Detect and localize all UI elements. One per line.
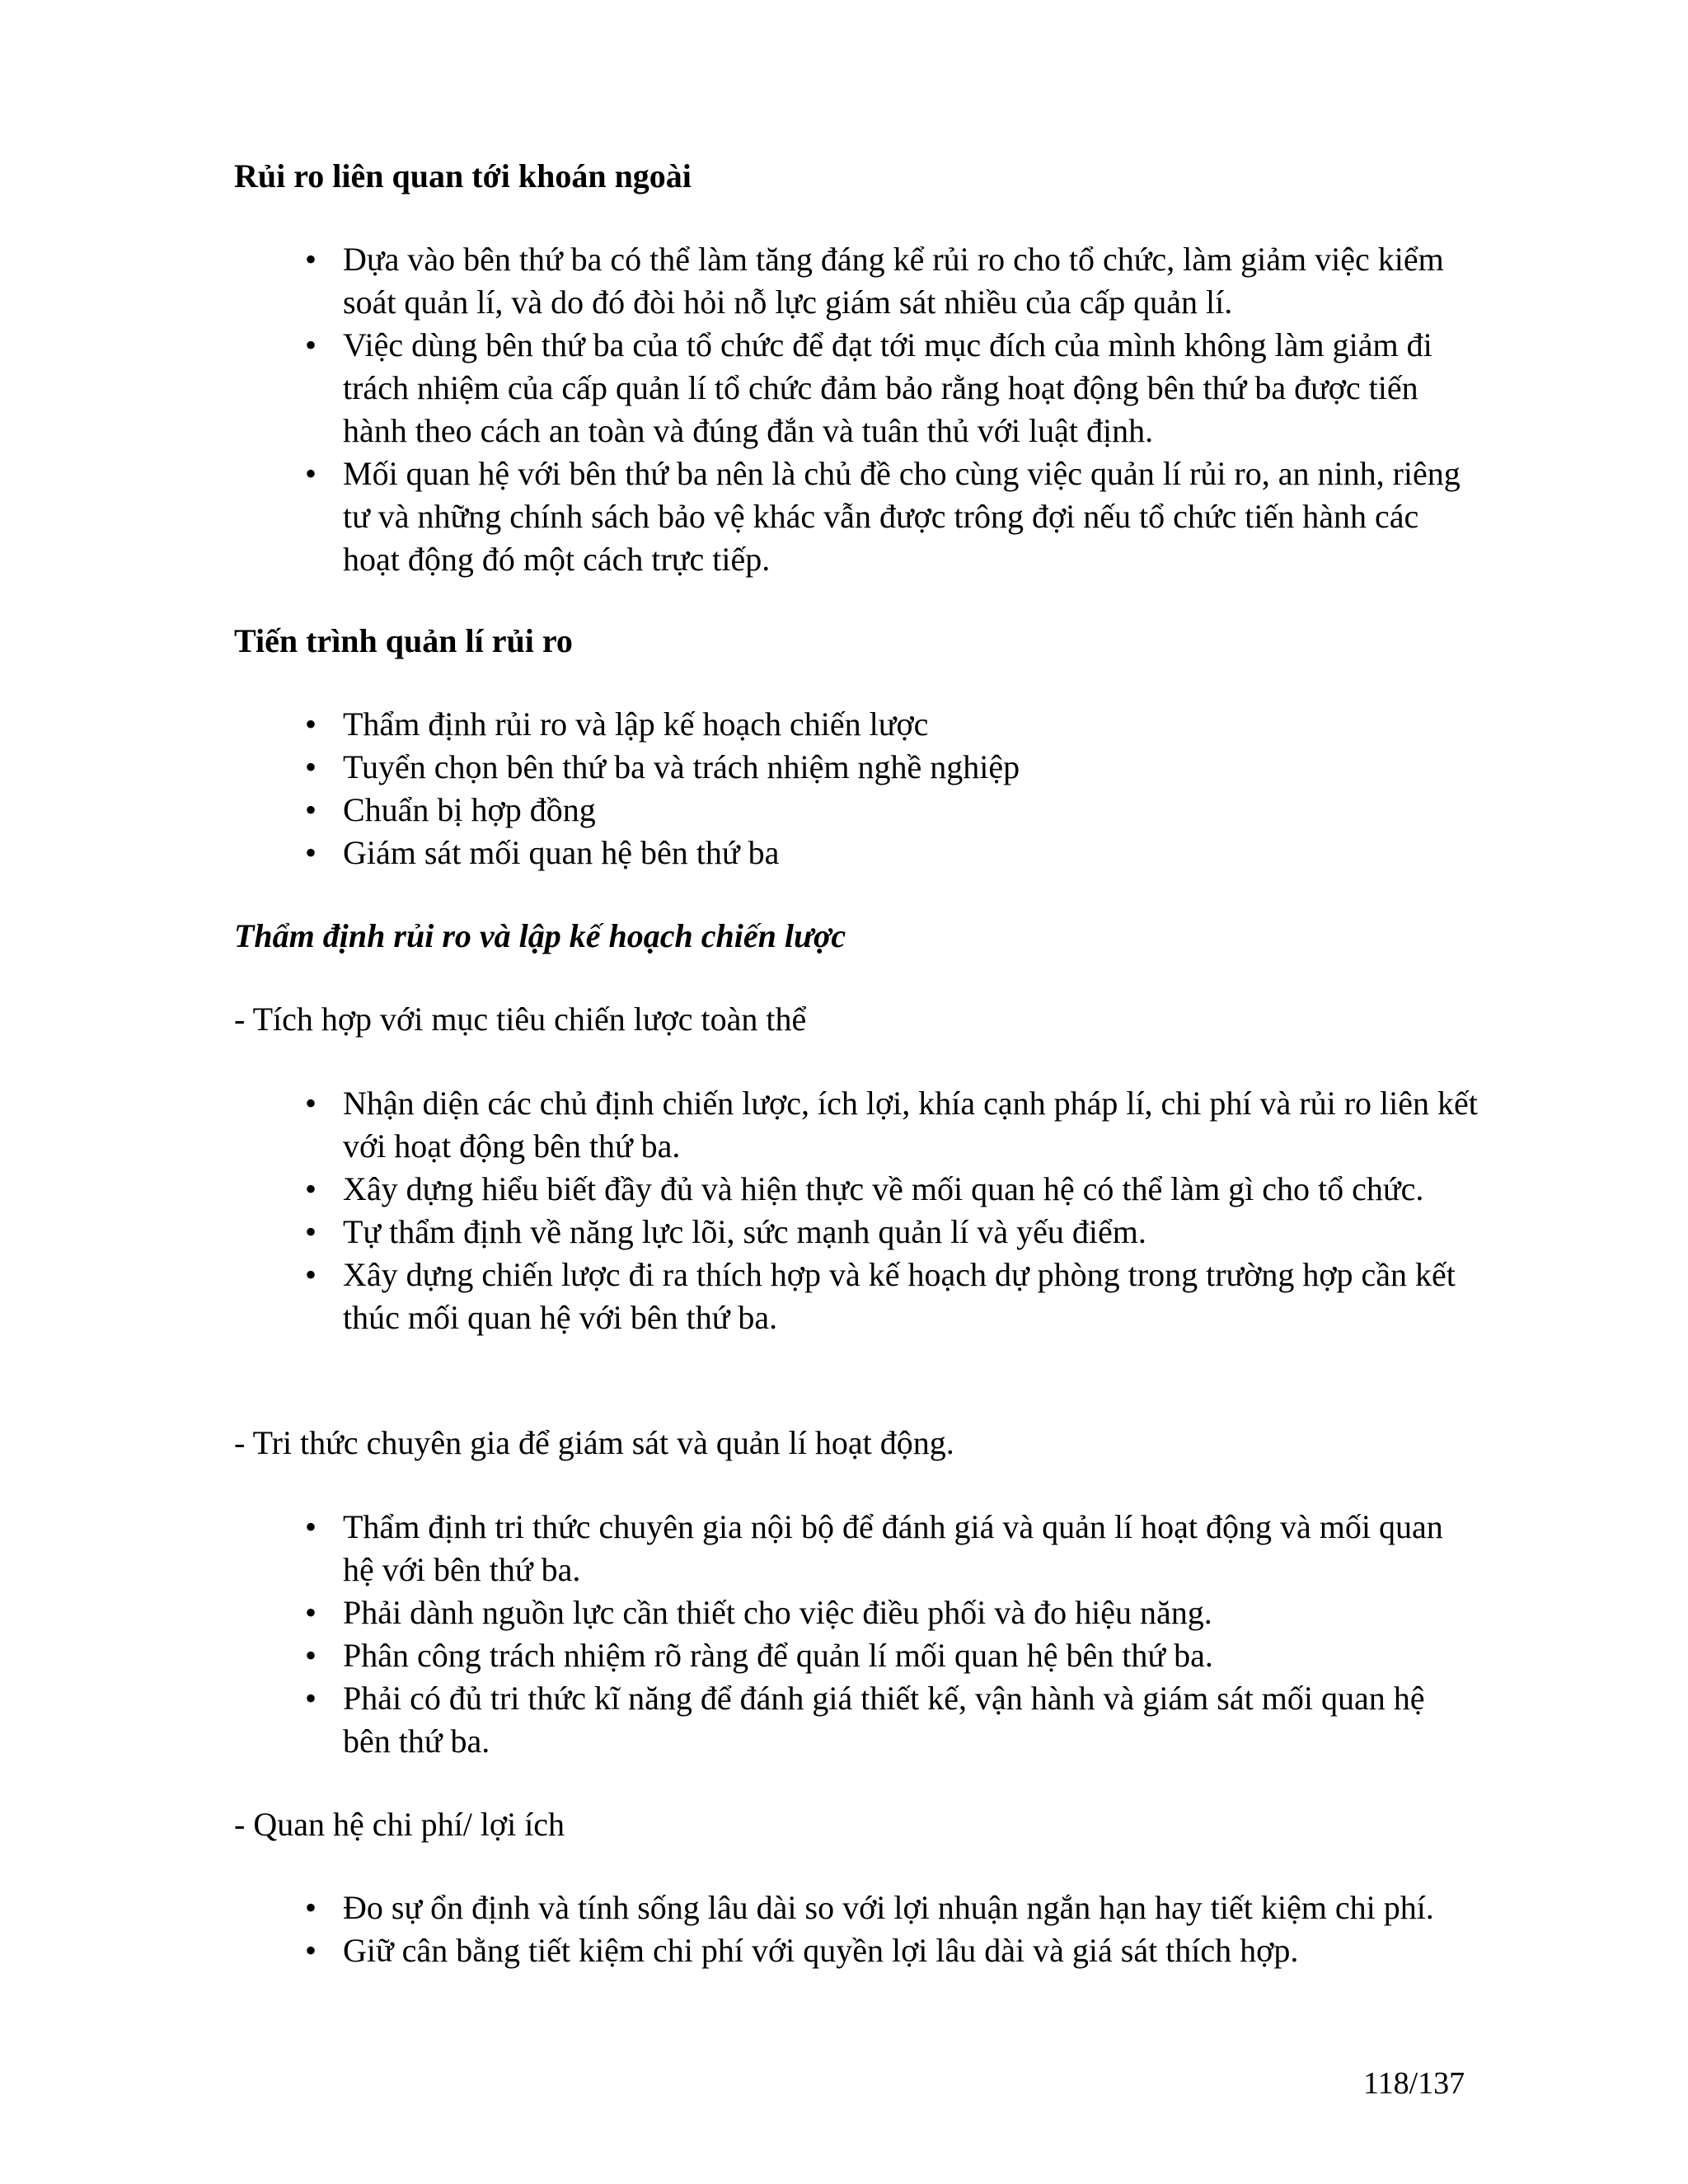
bullet-icon: • xyxy=(305,1508,317,1545)
list-item: • Phân công trách nhiệm rõ ràng để quản lí mối quan hệ bên thứ ba. xyxy=(0,1634,1480,1677)
page-number: 118/137 xyxy=(1363,2066,1465,2101)
section-heading: Rủi ro liên quan tới khoán ngoài xyxy=(234,157,692,194)
bullet-list xyxy=(0,238,1688,581)
list-item: • Mối quan hệ với bên thứ ba nên là chủ đề cho cùng việc quản lí rủi ro, an ninh, riêng tư và những chính sách bảo vệ khác vẫn được trông đợi nếu tổ chức tiến hành các hoạt động đó một cách trực tiếp. xyxy=(0,452,1480,581)
bullet-icon: • xyxy=(305,1594,317,1631)
bullet-list xyxy=(0,1886,1688,1972)
list-item: • Tuyển chọn bên thứ ba và trách nhiệm nghề nghiệp xyxy=(0,746,1480,789)
bullet-icon: • xyxy=(305,1256,317,1293)
list-item: • Đo sự ổn định và tính sống lâu dài so với lợi nhuận ngắn hạn hay tiết kiệm chi phí. xyxy=(0,1886,1480,1929)
bullet-icon: • xyxy=(305,1680,317,1717)
bullet-list xyxy=(0,703,1688,874)
section-heading: Tiến trình quản lí rủi ro xyxy=(234,622,573,659)
list-item: • Dựa vào bên thứ ba có thể làm tăng đáng kể rủi ro cho tổ chức, làm giảm việc kiểm soát quản lí, và do đó đòi hỏi nỗ lực giám sát nhiều của cấp quản lí. xyxy=(0,238,1480,324)
subtopic-label: - Tích hợp với mục tiêu chiến lược toàn thể xyxy=(234,1001,807,1038)
bullet-icon: • xyxy=(305,834,317,871)
list-item: • Xây dựng hiểu biết đầy đủ và hiện thực về mối quan hệ có thể làm gì cho tổ chức. xyxy=(0,1168,1480,1211)
bullet-list xyxy=(0,1082,1688,1339)
list-item: • Phải dành nguồn lực cần thiết cho việc điều phối và đo hiệu năng. xyxy=(0,1591,1480,1634)
list-item: • Giám sát mối quan hệ bên thứ ba xyxy=(0,832,1480,874)
list-item: • Tự thẩm định về năng lực lõi, sức mạnh quản lí và yếu điểm. xyxy=(0,1211,1480,1254)
list-item: • Giữ cân bằng tiết kiệm chi phí với quyền lợi lâu dài và giá sát thích hợp. xyxy=(0,1929,1480,1972)
list-item: • Nhận diện các chủ định chiến lược, ích lợi, khía cạnh pháp lí, chi phí và rủi ro liên kết với hoạt động bên thứ ba. xyxy=(0,1082,1480,1168)
subsection-heading: Thẩm định rủi ro và lập kế hoạch chiến lược xyxy=(234,917,846,954)
list-item: • Việc dùng bên thứ ba của tổ chức để đạt tới mục đích của mình không làm giảm đi trách nhiệm của cấp quản lí tổ chức đảm bảo rằng hoạt động bên thứ ba được tiến hành theo cách an toàn và đúng đắn và tuân thủ với luật định. xyxy=(0,324,1480,452)
bullet-icon: • xyxy=(305,791,317,828)
subtopic-label: - Quan hệ chi phí/ lợi ích xyxy=(234,1806,565,1843)
bullet-icon: • xyxy=(305,1932,317,1969)
bullet-icon: • xyxy=(305,1085,317,1122)
bullet-icon: • xyxy=(305,455,317,492)
list-item: • Thẩm định tri thức chuyên gia nội bộ để đánh giá và quản lí hoạt động và mối quan hệ với bên thứ ba. xyxy=(0,1506,1480,1591)
bullet-icon: • xyxy=(305,1213,317,1250)
bullet-icon: • xyxy=(305,1889,317,1926)
bullet-icon: • xyxy=(305,748,317,785)
bullet-icon: • xyxy=(305,241,317,278)
bullet-icon: • xyxy=(305,705,317,743)
bullet-icon: • xyxy=(305,326,317,363)
list-item: • Chuẩn bị hợp đồng xyxy=(0,789,1480,832)
list-item: • Thẩm định rủi ro và lập kế hoạch chiến lược xyxy=(0,703,1480,746)
bullet-list xyxy=(0,1506,1688,1763)
subtopic-label: - Tri thức chuyên gia để giám sát và quản lí hoạt động. xyxy=(234,1424,954,1461)
list-item: • Xây dựng chiến lược đi ra thích hợp và kế hoạch dự phòng trong trường hợp cần kết thúc mối quan hệ với bên thứ ba. xyxy=(0,1254,1480,1339)
list-item: • Phải có đủ tri thức kĩ năng để đánh giá thiết kế, vận hành và giám sát mối quan hệ bên thứ ba. xyxy=(0,1677,1480,1763)
bullet-icon: • xyxy=(305,1170,317,1207)
bullet-icon: • xyxy=(305,1637,317,1674)
